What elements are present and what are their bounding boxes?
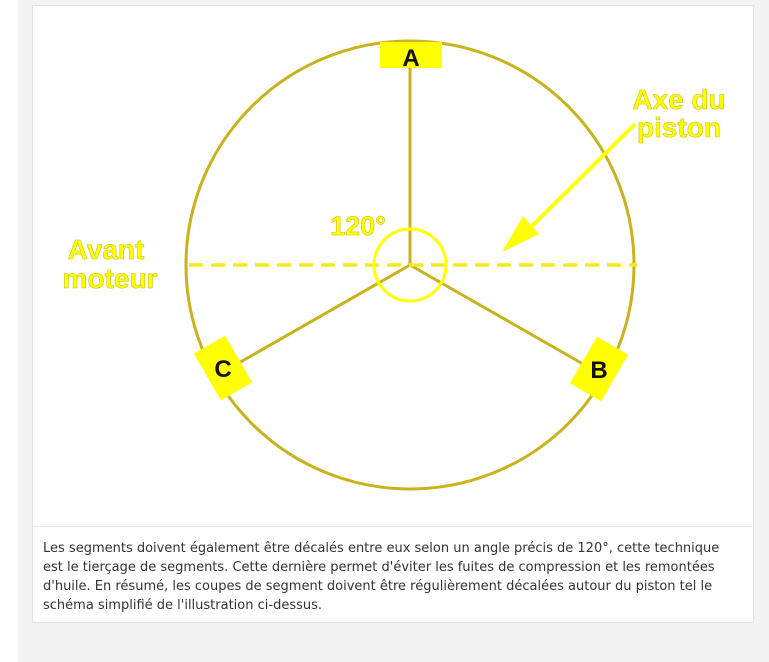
axis-label-line-2: piston <box>637 112 721 143</box>
piston-ring-diagram <box>33 6 753 526</box>
segment-label-a: A <box>402 45 420 72</box>
front-label-line-2: moteur <box>62 263 158 294</box>
front-label-line-1: Avant <box>67 234 145 265</box>
angle-label: 120° <box>330 211 386 241</box>
figure-caption: Les segments doivent également être décalés entre eux selon un angle précis de 120°, cette technique est le tierçage de segments. Cette dernière permet d'éviter les fuites de compression et les remontées d'huile. En résumé, les coupes de segment doivent être régulièrement décalées autour du piston tel le schéma simplifié de l'illustration ci-dessus. <box>33 526 753 622</box>
segment-label-c: C <box>214 356 232 383</box>
segment-tag-a <box>380 42 442 72</box>
spoke-b <box>410 265 597 372</box>
segment-tag-c <box>194 336 252 401</box>
segment-label-b: B <box>590 357 608 384</box>
axis-arrow-shaft <box>530 124 635 228</box>
axis-arrow-head <box>502 216 539 252</box>
spoke-c <box>223 265 410 372</box>
figure-card <box>32 5 754 623</box>
axis-label-line-1: Axe du <box>632 84 726 115</box>
page-left-margin <box>0 0 18 662</box>
